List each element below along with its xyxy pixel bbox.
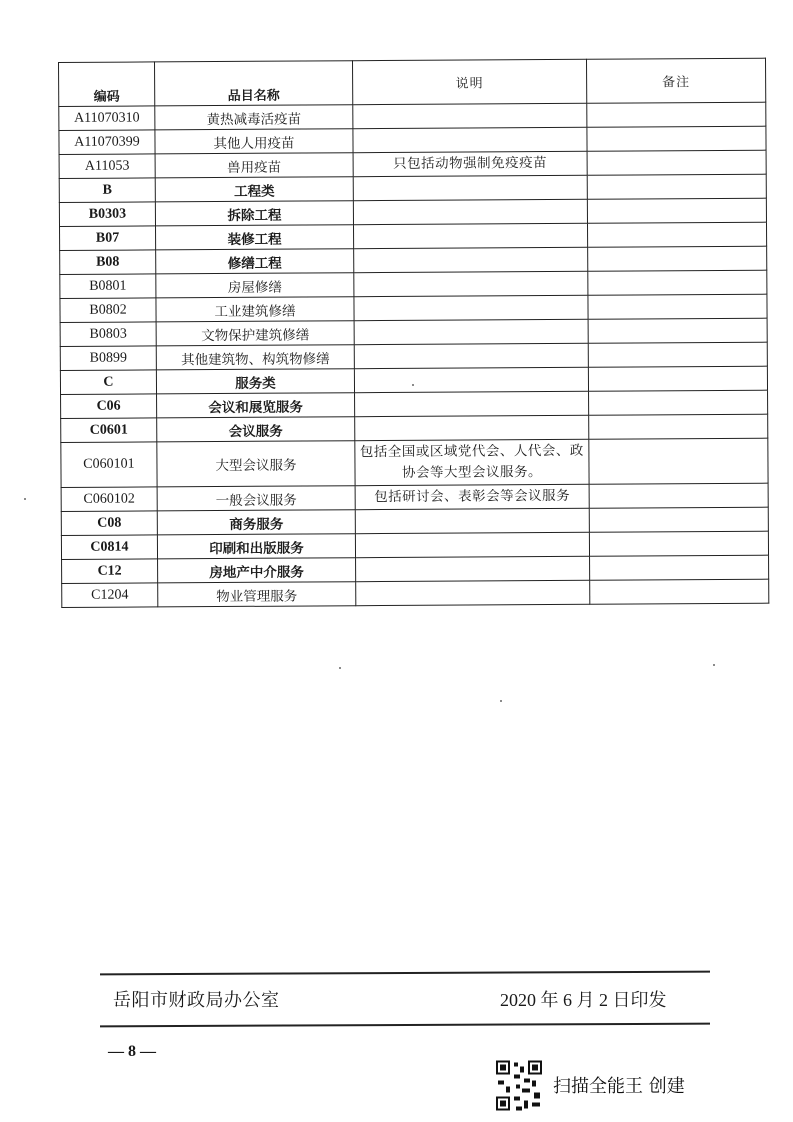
cell-note — [588, 342, 767, 367]
scan-speck — [412, 384, 414, 386]
cell-note — [588, 294, 767, 319]
cell-note — [589, 483, 768, 508]
cell-note — [589, 390, 768, 415]
footer-top-rule — [100, 971, 710, 976]
cell-note — [589, 414, 768, 439]
scan-speck — [713, 664, 715, 666]
cell-note — [589, 531, 768, 556]
cell-desc: 只包括动物强制免疫疫苗 — [353, 151, 587, 176]
cell-code: B07 — [60, 226, 156, 251]
cell-note — [588, 318, 767, 343]
cell-note — [587, 222, 766, 247]
cell-desc: 包括全国或区域党代会、人代会、政协会等大型会议服务。 — [355, 439, 589, 485]
cell-desc — [355, 415, 589, 440]
cell-desc — [354, 247, 588, 272]
cell-desc — [355, 508, 589, 533]
header-desc: 说明 — [352, 59, 586, 104]
cell-code: C1204 — [62, 583, 158, 608]
catalog-table — [58, 58, 769, 608]
cell-note — [587, 174, 766, 199]
cell-note — [590, 579, 769, 604]
catalog-sheet — [58, 58, 768, 608]
cell-code: B08 — [60, 250, 156, 275]
cell-note — [587, 102, 766, 127]
table-row — [62, 579, 769, 607]
cell-name: 物业管理服务 — [158, 582, 356, 607]
cell-name: 兽用疫苗 — [155, 153, 353, 178]
cell-name: 会议和展览服务 — [157, 393, 355, 418]
cell-name: 其他建筑物、构筑物修缮 — [156, 345, 354, 370]
issue-date: 2020 年 6 月 2 日印发 — [500, 990, 667, 1010]
cell-name: 装修工程 — [156, 225, 354, 250]
cell-code: B0899 — [60, 346, 156, 371]
cell-code: C08 — [61, 511, 157, 536]
cell-note — [588, 246, 767, 271]
cell-name: 工业建筑修缮 — [156, 297, 354, 322]
cell-name: 大型会议服务 — [157, 441, 355, 487]
cell-desc — [353, 199, 587, 224]
cell-name: 会议服务 — [157, 417, 355, 442]
cell-code: A11053 — [59, 154, 155, 179]
cell-name: 服务类 — [156, 369, 354, 394]
cell-desc: 包括研讨会、表彰会等会议服务 — [355, 484, 589, 509]
cell-code: B0303 — [59, 202, 155, 227]
cell-name: 商务服务 — [157, 510, 355, 535]
cell-note — [587, 198, 766, 223]
cell-name: 房屋修缮 — [156, 273, 354, 298]
cell-name: 工程类 — [155, 177, 353, 202]
cell-code: B0803 — [60, 322, 156, 347]
header-note: 备注 — [586, 58, 765, 103]
scan-speck — [24, 498, 26, 500]
cell-note — [588, 366, 767, 391]
cell-code: C06 — [61, 394, 157, 419]
cell-desc — [354, 271, 588, 296]
cell-desc — [355, 391, 589, 416]
cell-desc — [353, 223, 587, 248]
cell-name: 拆除工程 — [155, 201, 353, 226]
cell-name: 一般会议服务 — [157, 486, 355, 511]
cell-code: B — [59, 178, 155, 203]
header-name: 品目名称 — [155, 61, 353, 106]
scan-speck — [500, 700, 502, 702]
cell-name: 印刷和出版服务 — [157, 534, 355, 559]
cell-note — [589, 438, 768, 484]
cell-desc — [354, 367, 588, 392]
cell-code: C060102 — [61, 487, 157, 512]
table-header-row — [59, 58, 766, 106]
cell-desc — [353, 175, 587, 200]
cell-code: C060101 — [61, 442, 157, 488]
cell-name: 其他人用疫苗 — [155, 129, 353, 154]
cell-desc — [356, 556, 590, 581]
cell-note — [588, 270, 767, 295]
cell-code: C12 — [62, 559, 158, 584]
cell-note — [587, 150, 766, 175]
cell-name: 文物保护建筑修缮 — [156, 321, 354, 346]
issuing-office: 岳阳市财政局办公室 — [113, 990, 280, 1011]
cell-desc — [353, 127, 587, 152]
scanner-watermark: 扫描全能王 创建 — [553, 1076, 685, 1097]
cell-name: 房地产中介服务 — [158, 558, 356, 583]
cell-name: 黄热减毒活疫苗 — [155, 105, 353, 130]
cell-name: 修缮工程 — [156, 249, 354, 274]
cell-desc — [354, 319, 588, 344]
cell-note — [590, 555, 769, 580]
table-row — [61, 438, 768, 487]
cell-desc — [354, 343, 588, 368]
page-number: — 8 — — [108, 1043, 156, 1060]
cell-desc — [356, 580, 590, 605]
footer-bottom-rule — [100, 1023, 710, 1028]
cell-desc — [353, 103, 587, 128]
cell-desc — [354, 295, 588, 320]
cell-code: A11070399 — [59, 130, 155, 155]
cell-note — [589, 507, 768, 532]
cell-note — [587, 126, 766, 151]
scan-speck — [339, 667, 341, 669]
cell-code: C0601 — [61, 418, 157, 443]
qr-code-icon — [494, 1058, 544, 1113]
cell-code: B0802 — [60, 298, 156, 323]
cell-code: C — [60, 370, 156, 395]
cell-desc — [355, 532, 589, 557]
cell-code: C0814 — [61, 535, 157, 560]
cell-code: B0801 — [60, 274, 156, 299]
cell-code: A11070310 — [59, 106, 155, 131]
header-code: 编码 — [59, 62, 155, 107]
